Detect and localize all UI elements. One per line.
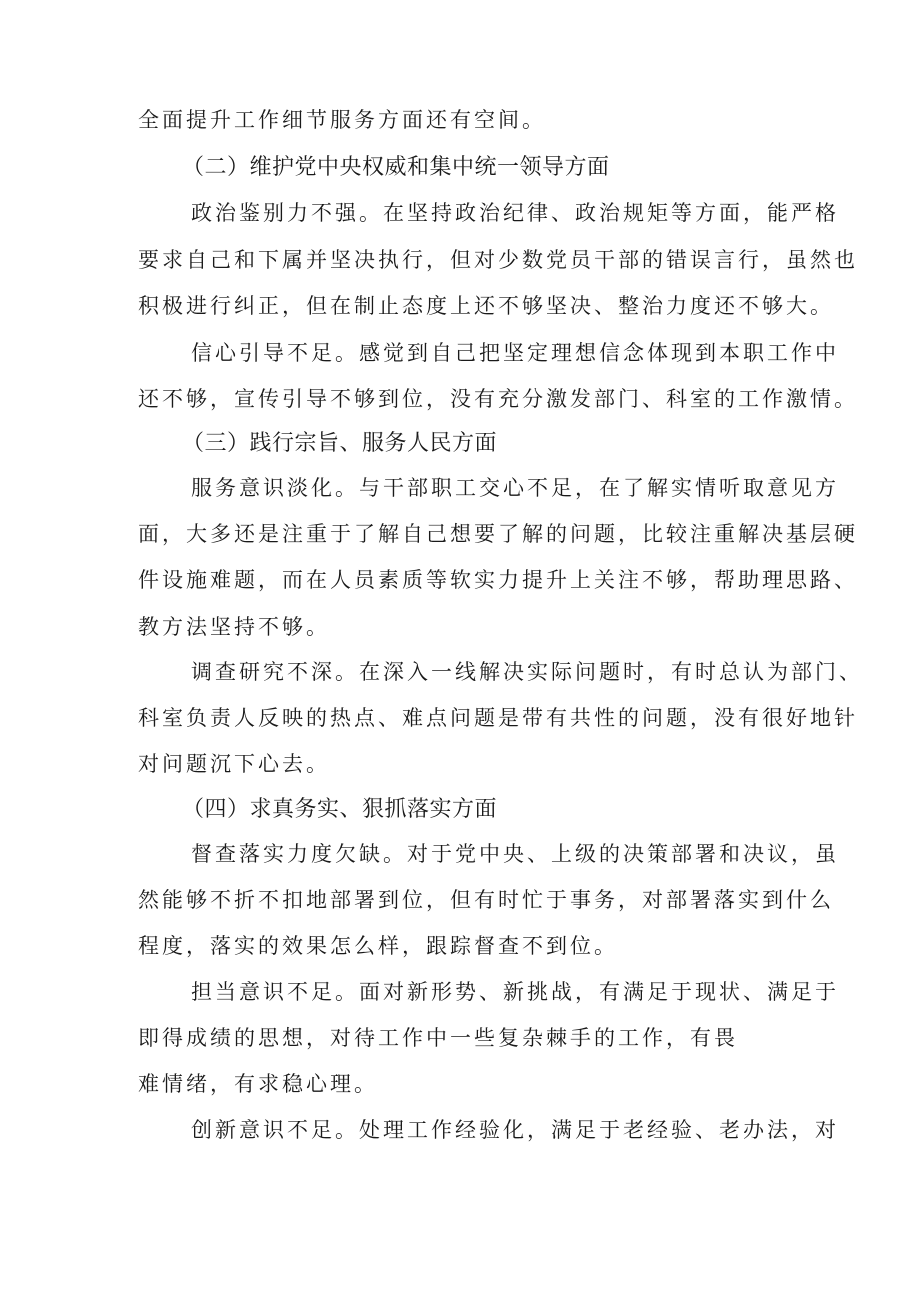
body-line: 难情绪，有求稳心理。 (138, 1072, 378, 1096)
body-line: 信心引导不足。感觉到自己把坚定理想信念体现到本职工作中 (191, 341, 839, 365)
section-heading-3: （三）践行宗旨、服务人民方面 (182, 431, 498, 456)
section-heading-4: （四）求真务实、狠抓落实方面 (182, 797, 498, 822)
body-line: 即得成绩的思想，对待工作中一些复杂棘手的工作，有畏 (138, 1026, 738, 1050)
body-line: 政治鉴别力不强。在坚持政治纪律、政治规矩等方面，能严格 (191, 201, 839, 225)
body-line: 创新意识不足。处理工作经验化，满足于老经验、老办法，对 (191, 1118, 839, 1142)
body-line: 督查落实力度欠缺。对于党中央、上级的决策部署和决议，虽 (191, 842, 839, 866)
body-line: 教方法坚持不够。 (138, 615, 330, 639)
body-line: 程度，落实的效果怎么样，跟踪督查不到位。 (138, 934, 618, 958)
body-line: 担当意识不足。面对新形势、新挑战，有满足于现状、满足于 (191, 980, 839, 1004)
body-line: 科室负责人反映的热点、难点问题是带有共性的问题，没有很好地针 (138, 706, 858, 730)
body-line: 服务意识淡化。与干部职工交心不足，在了解实情听取意见方 (191, 476, 839, 500)
body-line: 调查研究不深。在深入一线解决实际问题时，有时总认为部门、 (191, 660, 863, 684)
body-line: 件设施难题，而在人员素质等软实力提升上关注不够，帮助理思路、 (138, 568, 858, 592)
body-line: 要求自己和下属并坚决执行，但对少数党员干部的错误言行，虽然也 (138, 248, 858, 272)
body-line: 对问题沉下心去。 (138, 752, 330, 776)
body-line: 全面提升工作细节服务方面还有空间。 (138, 108, 546, 132)
body-line: 积极进行纠正，但在制止态度上还不够坚决、整治力度还不够大。 (138, 294, 834, 318)
body-line: 还不够，宣传引导不够到位，没有充分激发部门、科室的工作激情。 (138, 387, 858, 411)
body-line: 面，大多还是注重于了解自己想要了解的问题，比较注重解决基层硬 (138, 522, 858, 546)
section-heading-2: （二）维护党中央权威和集中统一领导方面 (182, 155, 610, 180)
body-line: 然能够不折不扣地部署到位，但有时忙于事务，对部署落实到什么 (138, 888, 834, 912)
